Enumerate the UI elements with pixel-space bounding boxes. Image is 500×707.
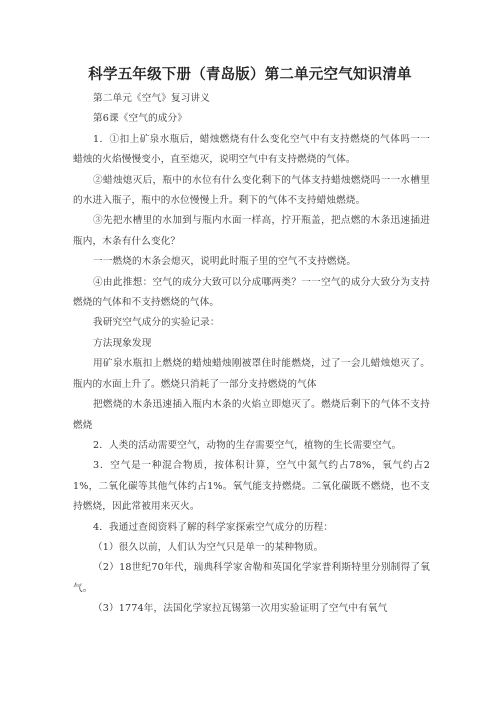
paragraph-2: ②蜡烛熄灭后，瓶中的水位有什么变化剩下的气体支持蜡烛燃烧吗一一水槽里的水进入瓶子，瓶中的水位慢慢上升。剩下的气体不支持蜡烛燃烧。 (73, 174, 430, 207)
paragraph-4: 一一燃烧的木条会熄灭，说明此时瓶子里的空气不支持燃烧。 (93, 256, 357, 268)
experiment-record-heading: 我研究空气成分的实验记录： (93, 317, 220, 329)
unit-heading: 第二单元《空气》复习讲义 (93, 93, 210, 104)
lesson-heading: 第6课《空气的成分》 (93, 113, 187, 125)
paragraph-8: 4．我通过查阅资料了解的科学家探索空气成分的历程： (93, 521, 334, 533)
paragraph-3: ③先把水槽里的水加到与瓶内水面一样高，拧开瓶盖，把点燃的木条迅速插进瓶内，木条有什么变化？ (73, 215, 430, 247)
experiment-record-row-1: 用矿泉水瓶扣上燃烧的蜡烛蜡烛刚被罩住时能燃烧，过了一会儿蜡烛熄灭了。瓶内的水面上升了。燃烧只消耗了一部分支持燃烧的气体 (73, 358, 430, 390)
paragraph-5: ④由此推想：空气的成分大致可以分成哪两类？一一空气的成分大致分为支持燃烧的气体和不支持燃烧的气体。 (73, 276, 430, 309)
document-body (73, 89, 430, 620)
document-title: 科学五年级下册（青岛版）第二单元空气知识清单 (88, 67, 412, 83)
paragraph-1: 1．①扣上矿泉水瓶后，蜡烛燃烧有什么变化空气中有支持燃烧的气体吗一一蜡烛的火焰慢慢变小，直至熄灭，说明空气中有支持燃烧的气体。 (73, 133, 430, 166)
paragraph-7: 3．空气是一种混合物质，按体积计算，空气中氮气约占78%，氧气约占21%，二氧化碳等其他气体约占1%。氧气能支持燃烧。二氧化碳既不燃烧，也不支持燃烧，因此常被用来灭火。 (73, 460, 430, 513)
history-item-3: （3）1774年，法国化学家拉瓦锡第一次用实验证明了空气中有氧气 (93, 603, 388, 615)
history-item-2: （2）18世纪70年代，瑞典科学家舍勒和英国化学家普利斯特里分别制得了氧气。 (73, 562, 430, 594)
experiment-record-row-2: 把燃烧的木条迅速插入瓶内木条的火焰立即熄灭了。燃烧后剩下的气体不支持燃烧 (73, 399, 430, 431)
history-item-1: （1）很久以前，人们认为空气只是单一的某种物质。 (93, 541, 324, 553)
paragraph-6: 2．人类的活动需要空气，动物的生存需要空气，植物的生长需要空气。 (93, 439, 402, 451)
experiment-record-columns: 方法现象发现 (93, 337, 152, 349)
